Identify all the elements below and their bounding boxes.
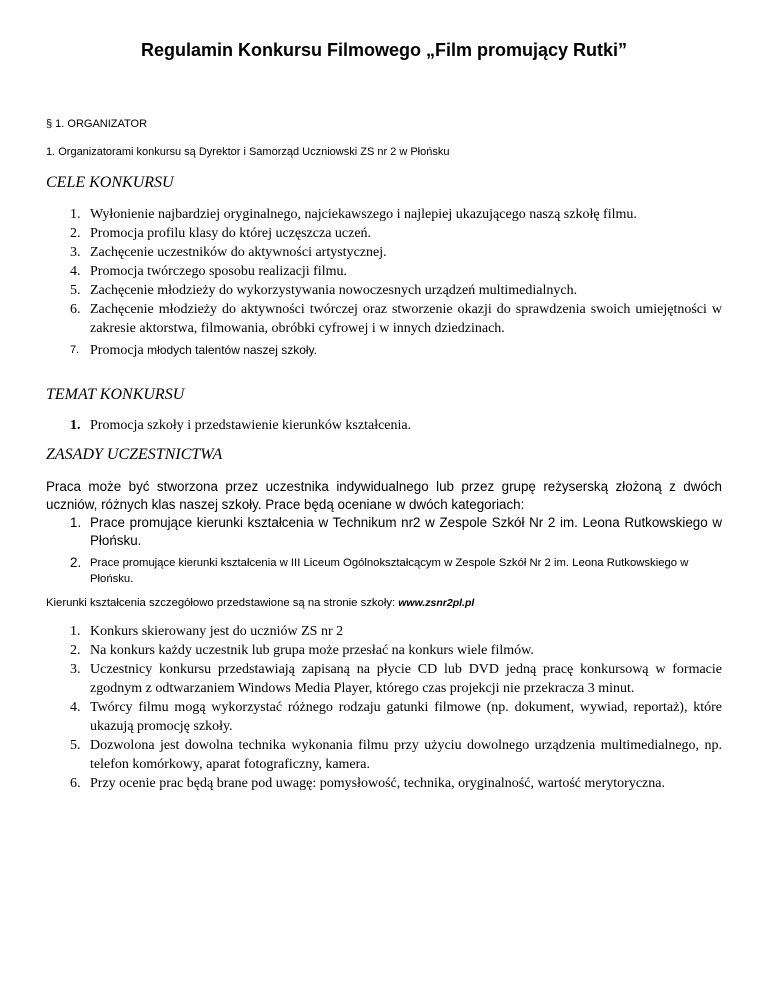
school-url-link[interactable]: www.zsnr2pl.pl: [398, 597, 475, 609]
list-text: Twórcy filmu mogą wykorzystać różnego rodzaju gatunki filmowe (np. dokument, wywiad, reportaż), które ukazują promocję szkoły.: [90, 700, 722, 734]
list-text: Wyłonienie najbardziej oryginalnego, najciekawszego i najlepiej ukazującego naszą szkołę filmu.: [90, 207, 637, 222]
list-text-serif: Promocja: [90, 343, 148, 358]
list-item: [70, 262, 722, 281]
organizer-line: 1. Organizatorami konkursu są Dyrektor i Samorząd Uczniowski ZS nr 2 w Płońsku: [46, 146, 450, 158]
list-item: [70, 281, 722, 300]
list-item: [70, 660, 722, 698]
list-text: Przy ocenie prac będą brane pod uwagę: pomysłowość, technika, oryginalność, wartość merytoryczna.: [90, 776, 665, 791]
list-number: 2.: [70, 555, 82, 570]
list-text-sans: młodych talentów naszej szkoły.: [147, 343, 318, 357]
list-text: Zachęcenie młodzieży do aktywności twórczej oraz stworzenie okazji do sprawdzenia swoich umiejętności w zakresie aktorstwa, filmowania, obróbki cyfrowej i w innych dziedzinach.: [90, 302, 722, 336]
list-number: 1.: [70, 515, 82, 530]
list-item: [70, 205, 722, 224]
list-text: Promocja twórczego sposobu realizacji filmu.: [90, 264, 347, 279]
list-text: Promocja szkoły i przedstawienie kierunków kształcenia.: [90, 418, 412, 433]
list-item: [70, 243, 722, 262]
goals-heading: CELE KONKURSU: [46, 174, 174, 191]
list-number: 5.: [70, 283, 81, 298]
list-item: [70, 641, 722, 660]
list-number: 2.: [70, 226, 81, 241]
list-number: 4.: [70, 700, 81, 715]
goals-list: [70, 205, 722, 360]
list-text: Promocja profilu klasy do której uczęszcza uczeń.: [90, 226, 372, 241]
list-text: Zachęcenie młodzieży do wykorzystywania nowoczesnych urządzeń multimedialnych.: [90, 283, 578, 298]
list-number: 6.: [70, 776, 81, 791]
list-text: Uczestnicy konkursu przedstawiają zapisaną na płycie CD lub DVD jedną pracę konkursową w formacie zgodnym z odtwarzaniem Windows Media Player, którego czas projekcji nie przekracza 3 minut.: [90, 662, 722, 696]
list-item: [70, 416, 722, 435]
list-item: [70, 774, 722, 793]
list-item: [70, 698, 722, 736]
document-title: Regulamin Konkursu Filmowego „Film promujący Rutki”: [140, 40, 628, 60]
list-text: Na konkurs każdy uczestnik lub grupa może przesłać na konkurs wiele filmów.: [90, 643, 534, 658]
categories-list: [70, 514, 722, 587]
list-text: Prace promujące kierunki kształcenia w III Liceum Ogólnokształcącym w Zespole Szkół Nr 2 im. Leona Rutkowskiego w Płońsku.: [90, 557, 689, 585]
details-line: [46, 597, 474, 609]
rules-list: [70, 622, 722, 793]
rules-intro: Praca może być stworzona przez uczestnika indywidualnego lub przez grupę reżyserską złożoną z dwóch uczniów, różnych klas naszej szkoły. Prace będą oceniane w dwóch kategoriach:: [46, 479, 722, 512]
list-text: Prace promujące kierunki kształcenia w Technikum nr2 w Zespole Szkół Nr 2 im. Leona Rutkowskiego w Płońsku.: [90, 515, 722, 548]
list-item: [70, 341, 722, 360]
list-number: 2.: [70, 643, 81, 658]
details-text: Kierunki kształcenia szczegółowo przedstawione są na stronie szkoły:: [46, 597, 399, 609]
organizer-heading: § 1. ORGANIZATOR: [46, 118, 148, 130]
list-item: [70, 555, 722, 587]
list-number: 1.: [70, 418, 81, 433]
list-number: 1.: [70, 207, 81, 222]
list-number: 3.: [70, 245, 81, 260]
list-number: 3.: [70, 662, 81, 677]
list-text: Zachęcenie uczestników do aktywności artystycznej.: [90, 245, 387, 260]
list-number: 4.: [70, 264, 81, 279]
list-item: [70, 736, 722, 774]
list-number: 7.: [70, 344, 80, 356]
list-text: Konkurs skierowany jest do uczniów ZS nr 2: [90, 624, 344, 639]
rules-heading: ZASADY UCZESTNICTWA: [46, 446, 223, 463]
topic-list: [70, 416, 722, 435]
list-item: [70, 224, 722, 243]
list-item: [70, 514, 722, 550]
list-number: 5.: [70, 738, 81, 753]
list-number: 6.: [70, 302, 81, 317]
list-item: [70, 300, 722, 338]
list-number: 1.: [70, 624, 81, 639]
list-text: Dozwolona jest dowolna technika wykonania filmu przy użyciu dowolnego urządzenia multimedialnego, np. telefon komórkowy, aparat fotograficzny, kamera.: [90, 738, 722, 772]
list-item: [70, 622, 722, 641]
topic-heading: TEMAT KONKURSU: [46, 386, 185, 403]
list-text: [90, 341, 722, 360]
